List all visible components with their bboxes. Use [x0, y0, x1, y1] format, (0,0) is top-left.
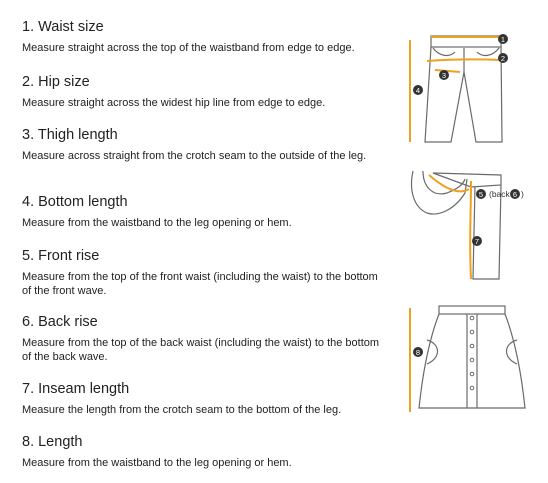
svg-text:8: 8 — [415, 348, 421, 357]
item-description: Measure across straight from the crotch seam to the outside of the leg. — [22, 150, 367, 162]
marker-3 — [439, 70, 449, 80]
guide-item-bottom-length — [22, 193, 382, 231]
svg-text:2: 2 — [500, 54, 506, 63]
svg-text:1: 1 — [500, 35, 506, 44]
item-title: 2. Hip size — [22, 74, 90, 90]
back-label-close: ) — [521, 189, 524, 199]
item-description: Measure from the waistband to the leg opening or hem. — [22, 457, 292, 469]
marker-8 — [413, 347, 423, 357]
button-5 — [470, 372, 474, 376]
svg-text:4: 4 — [415, 86, 421, 95]
marker-4 — [413, 85, 423, 95]
back-panel-outline — [412, 171, 467, 214]
marker-5 — [476, 189, 486, 199]
guide-item-inseam-length — [22, 380, 382, 418]
item-description: Measure straight across the top of the waistband from edge to edge. — [22, 42, 355, 54]
guide-item-length — [22, 433, 382, 471]
right-pocket-outline — [477, 48, 499, 55]
button-3 — [470, 344, 474, 348]
button-1 — [470, 316, 474, 320]
button-4 — [470, 358, 474, 362]
right-pocket-outline — [507, 340, 518, 364]
item-description: Measure the length from the crotch seam to the bottom of the leg. — [22, 404, 342, 416]
skirt-measurement-diagram — [405, 300, 545, 418]
marker-2 — [498, 53, 508, 63]
left-pocket-outline — [427, 340, 438, 364]
guide-item-back-rise — [22, 313, 382, 364]
svg-text:3: 3 — [441, 71, 447, 80]
svg-text:6: 6 — [512, 190, 518, 199]
left-pocket-outline — [433, 48, 455, 55]
item-description: Measure from the top of the back waist (including the waist) to the bottom of the back wave. — [22, 337, 380, 363]
button-6 — [470, 386, 474, 390]
guide-item-front-rise — [22, 247, 382, 298]
guide-item-thigh-length — [22, 126, 382, 164]
svg-text:7: 7 — [474, 237, 480, 246]
inseam-measure-line — [470, 181, 471, 279]
item-title: 7. Inseam length — [22, 381, 130, 397]
buttons — [470, 316, 474, 390]
back-label: (back — [489, 189, 510, 199]
item-title: 8. Length — [22, 434, 83, 450]
leg-outline — [473, 185, 501, 279]
pants-measurement-diagram — [405, 28, 545, 150]
guide-item-waist-size — [22, 18, 382, 56]
svg-text:5: 5 — [478, 190, 484, 199]
button-2 — [470, 330, 474, 334]
marker-7 — [472, 236, 482, 246]
rise-inseam-diagram — [405, 163, 545, 285]
item-title: 4. Bottom length — [22, 194, 128, 210]
item-description: Measure from the waistband to the leg opening or hem. — [22, 217, 292, 229]
item-title: 5. Front rise — [22, 248, 100, 264]
item-title: 6. Back rise — [22, 314, 98, 330]
marker-6 — [510, 189, 520, 199]
item-title: 1. Waist size — [22, 19, 104, 35]
marker-1 — [498, 34, 508, 44]
item-description: Measure straight across the widest hip line from edge to edge. — [22, 97, 326, 109]
item-description: Measure from the top of the front waist (including the waist) to the bottom of the front wave. — [22, 271, 378, 297]
guide-item-hip-size — [22, 73, 382, 111]
item-title: 3. Thigh length — [22, 127, 118, 143]
skirt-waistband-outline — [439, 306, 505, 314]
